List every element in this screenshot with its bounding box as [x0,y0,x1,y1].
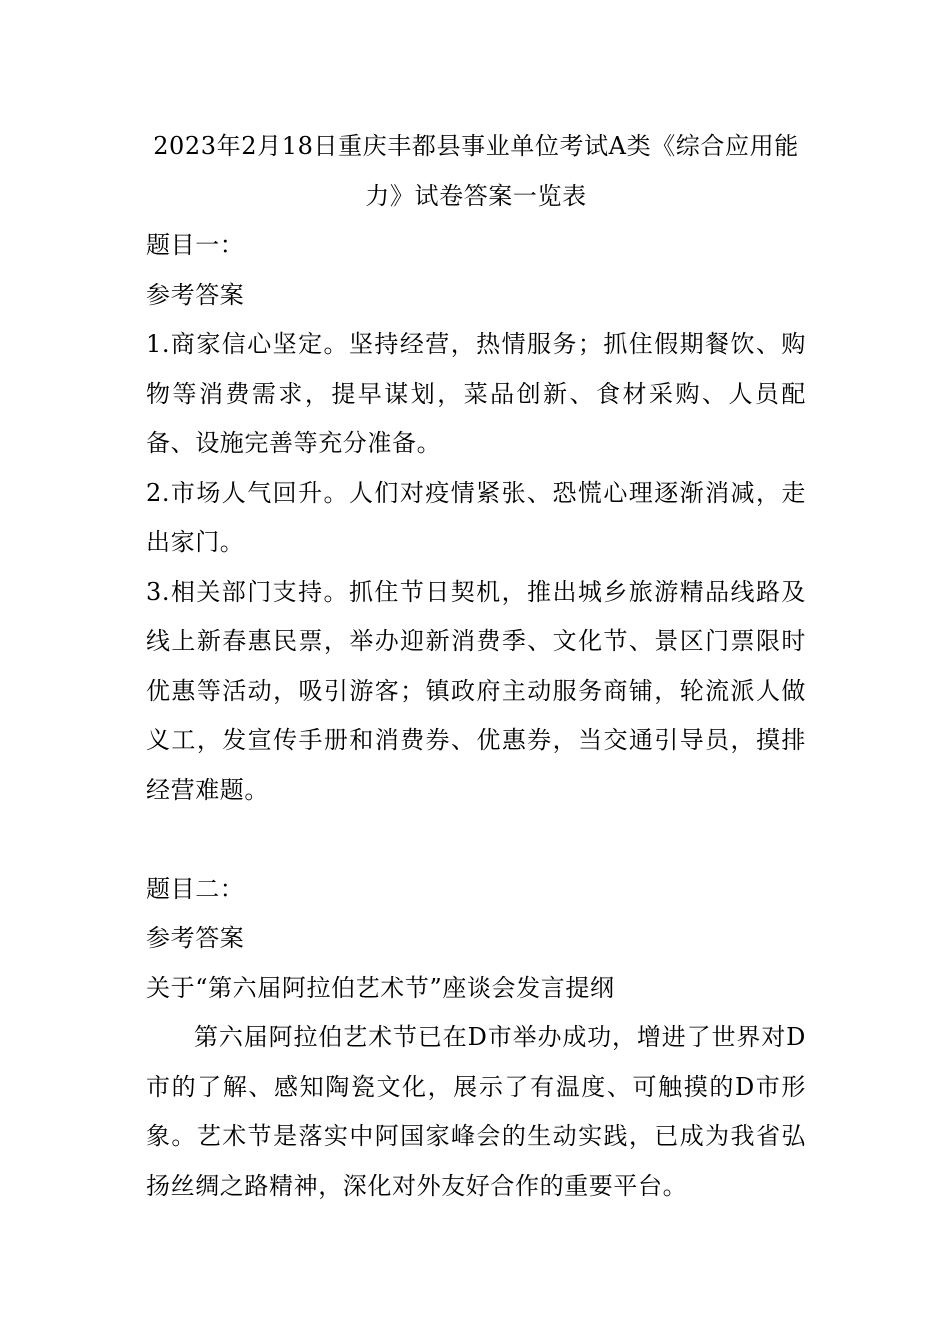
question-2-subtitle: 关于“第六届阿拉伯艺术节”座谈会发言提纲 [146,973,615,1002]
question-1-item-3: 3.相关部门支持。抓住节日契机，推出城乡旅游精品线路及线上新春惠民票，举办迎新消费季、文化节、景区门票限时优惠等活动，吸引游客；镇政府主动服务商铺，轮流派人做义工，发宣传手册和消费券、优惠券，当交通引导员，摸排经营难题。 [146,577,806,804]
question-1-heading: 题目一： [146,231,245,259]
question-2-heading: 题目二： [146,874,245,903]
question-1-item-1: 1.商家信心坚定。坚持经营，热情服务；抓住假期餐饮、购物等消费需求，提早谋划，菜品创新、食材采购、人员配备、设施完善等充分准备。 [146,330,806,457]
document-body [146,121,806,1211]
question-2-answer-label: 参考答案 [146,924,245,952]
question-2-paragraph: 第六届阿拉伯艺术节已在D市举办成功，增进了世界对D市的了解、感知陶瓷文化，展示了有温度、可触摸的D市形象。艺术节是落实中阿国家峰会的生动实践，已成为我省弘扬丝绸之路精神，深化对外友好合作的重要平台。 [146,1023,806,1200]
question-1-item-2: 2.市场人气回升。人们对疫情紧张、恐慌心理逐渐消减，走出家门。 [146,478,806,556]
document-title: 2023年2月18日重庆丰都县事业单位考试A类《综合应用能力》试卷答案一览表 [153,132,799,210]
blank-line [146,815,806,865]
question-1-answer-label: 参考答案 [146,280,245,309]
